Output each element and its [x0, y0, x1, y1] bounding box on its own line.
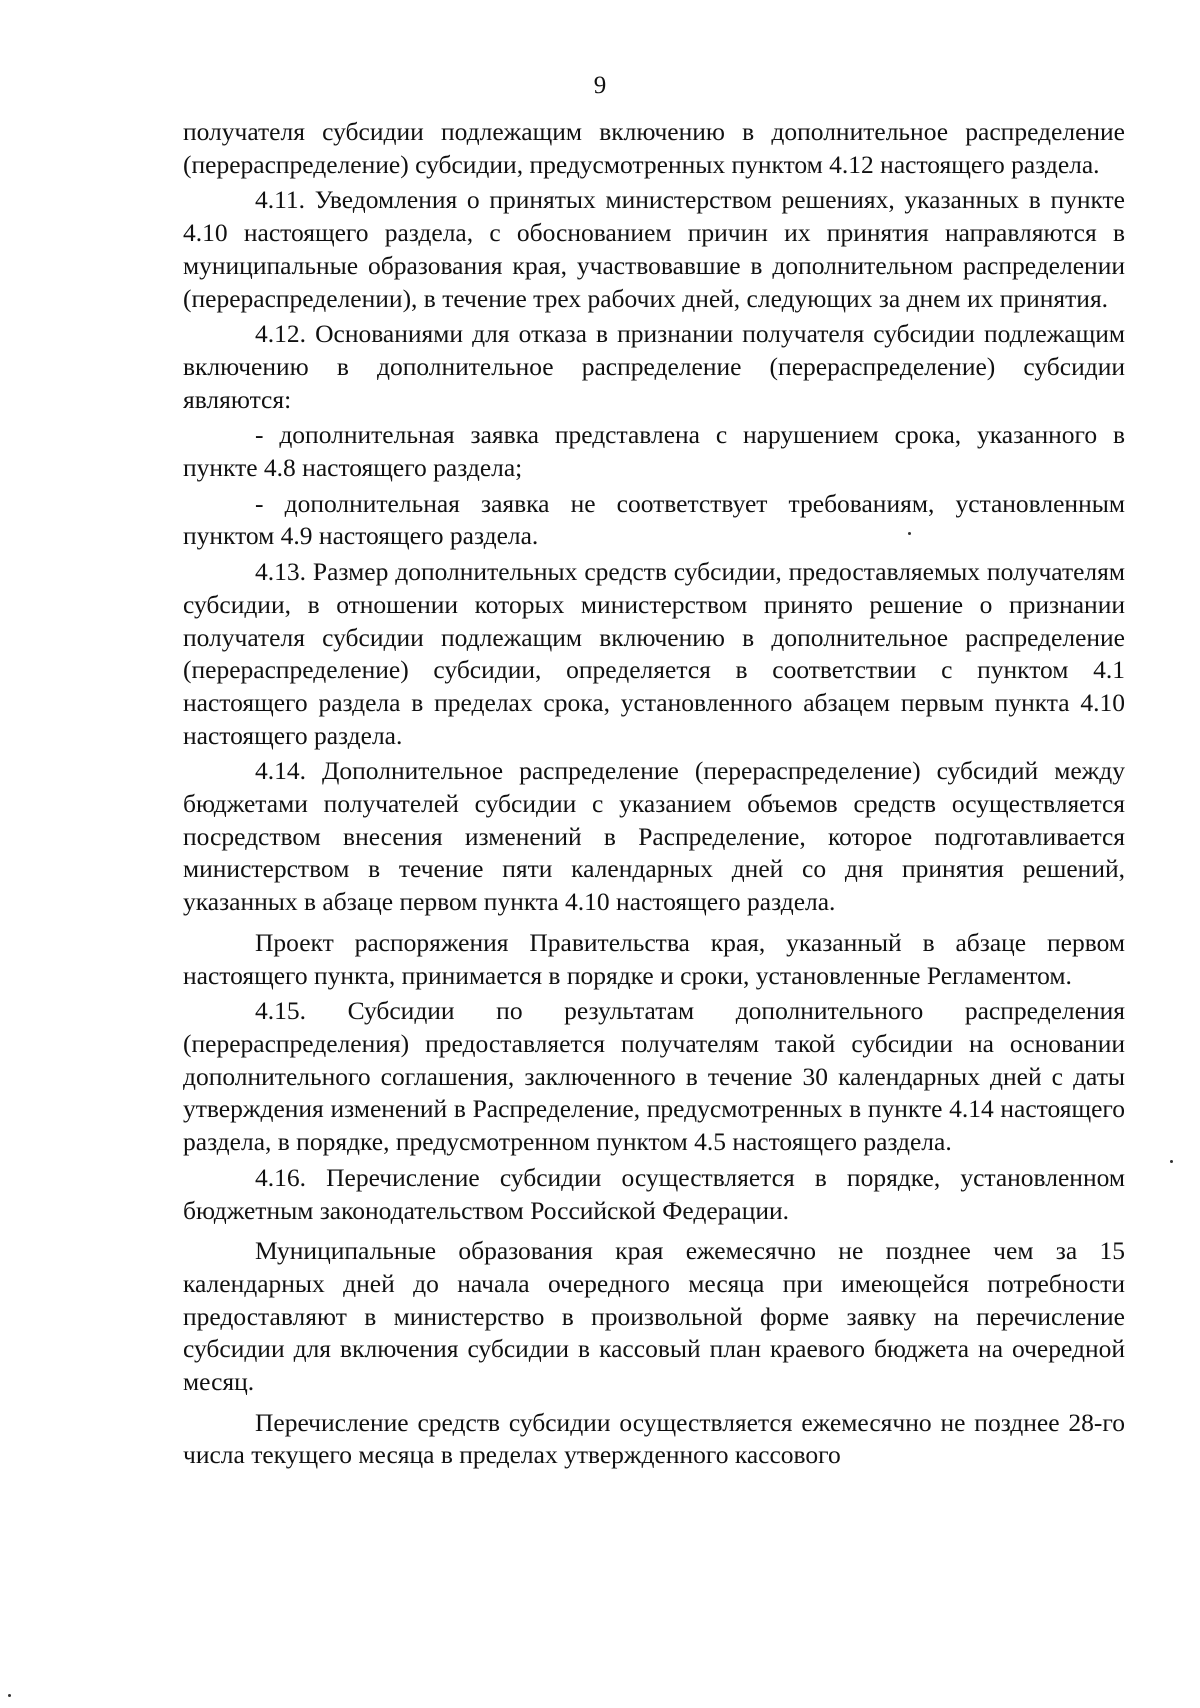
paragraph-4-14: 4.14. Дополнительное распределение (перераспределение) субсидий между бюджетами получателей субсидии с указанием объемов средств осуществляется посредством внесения изменений в Распределение, которое подготавливается министерством в течение пяти календарных дней со дня принятия решений, указанных в абзаце первом пункта 4.10 настоящего раздела. [183, 756, 1125, 917]
scan-speck [1170, 1160, 1173, 1163]
scan-speck [8, 1694, 11, 1697]
paragraph-4-11: 4.11. Уведомления о принятых министерством решениях, указанных в пункте 4.10 настоящего раздела, с обоснованием причин их принятия направляются в муниципальные образования края, участвовавшие в дополнительном распределении (перераспределении), в течение трех рабочих дней, следующих за днем их принятия. [183, 185, 1125, 313]
paragraph-continuation: получателя субсидии подлежащим включению в дополнительное распределение (перераспределение) субсидии, предусмотренных пунктом 4.12 настоящего раздела. [183, 117, 1125, 179]
list-item-refusal-1: - дополнительная заявка представлена с нарушением срока, указанного в пункте 4.8 настоящего раздела; [183, 420, 1125, 483]
paragraph-project: Проект распоряжения Правительства края, указанный в абзаце первом настоящего пункта, принимается в порядке и сроки, установленные Регламентом. [183, 927, 1125, 990]
page-number: 9 [593, 72, 607, 99]
paragraph-4-12: 4.12. Основаниями для отказа в признании получателя субсидии подлежащим включению в дополнительное распределение (перераспределение) субсидии являются: [183, 319, 1125, 414]
paragraph-4-16: 4.16. Перечисление субсидии осуществляется в порядке, установленном бюджетным законодательством Российской Федерации. [183, 1162, 1125, 1225]
list-item-refusal-2: - дополнительная заявка не соответствует требованиям, установленным пунктом 4.9 настоящего раздела. [183, 488, 1125, 551]
paragraph-4-15: 4.15. Субсидии по результатам дополнительного распределения (перераспределения) предоставляется получателям такой субсидии на основании дополнительного соглашения, заключенного в течение 30 календарных дней с даты утверждения изменений в Распределение, предусмотренных в пункте 4.14 настоящего раздела, в порядке, предусмотренном пунктом 4.5 настоящего раздела. [183, 996, 1125, 1157]
paragraph-4-13: 4.13. Размер дополнительных средств субсидии, предоставляемых получателям субсидии, в отношении которых министерством принято решение о признании получателя субсидии подлежащим включению в дополнительное распределение (перераспределение) субсидии, определяется в соответствии с пунктом 4.1 настоящего раздела в пределах срока, установленного абзацем первым пункта 4.10 настоящего раздела. [183, 557, 1125, 750]
paragraph-transfer-schedule: Перечисление средств субсидии осуществляется ежемесячно не позднее 28-го числа текущего месяца в пределах утвержденного кассового [183, 1407, 1125, 1470]
document-body [183, 116, 1125, 1472]
scan-speck [908, 532, 911, 535]
paragraph-municipal-requests: Муниципальные образования края ежемесячно не позднее чем за 15 календарных дней до начала очередного месяца при имеющейся потребности предоставляют в министерство в произвольной форме заявку на перечисление субсидии для включения субсидии в кассовый план краевого бюджета на очередной месяц. [183, 1236, 1125, 1397]
